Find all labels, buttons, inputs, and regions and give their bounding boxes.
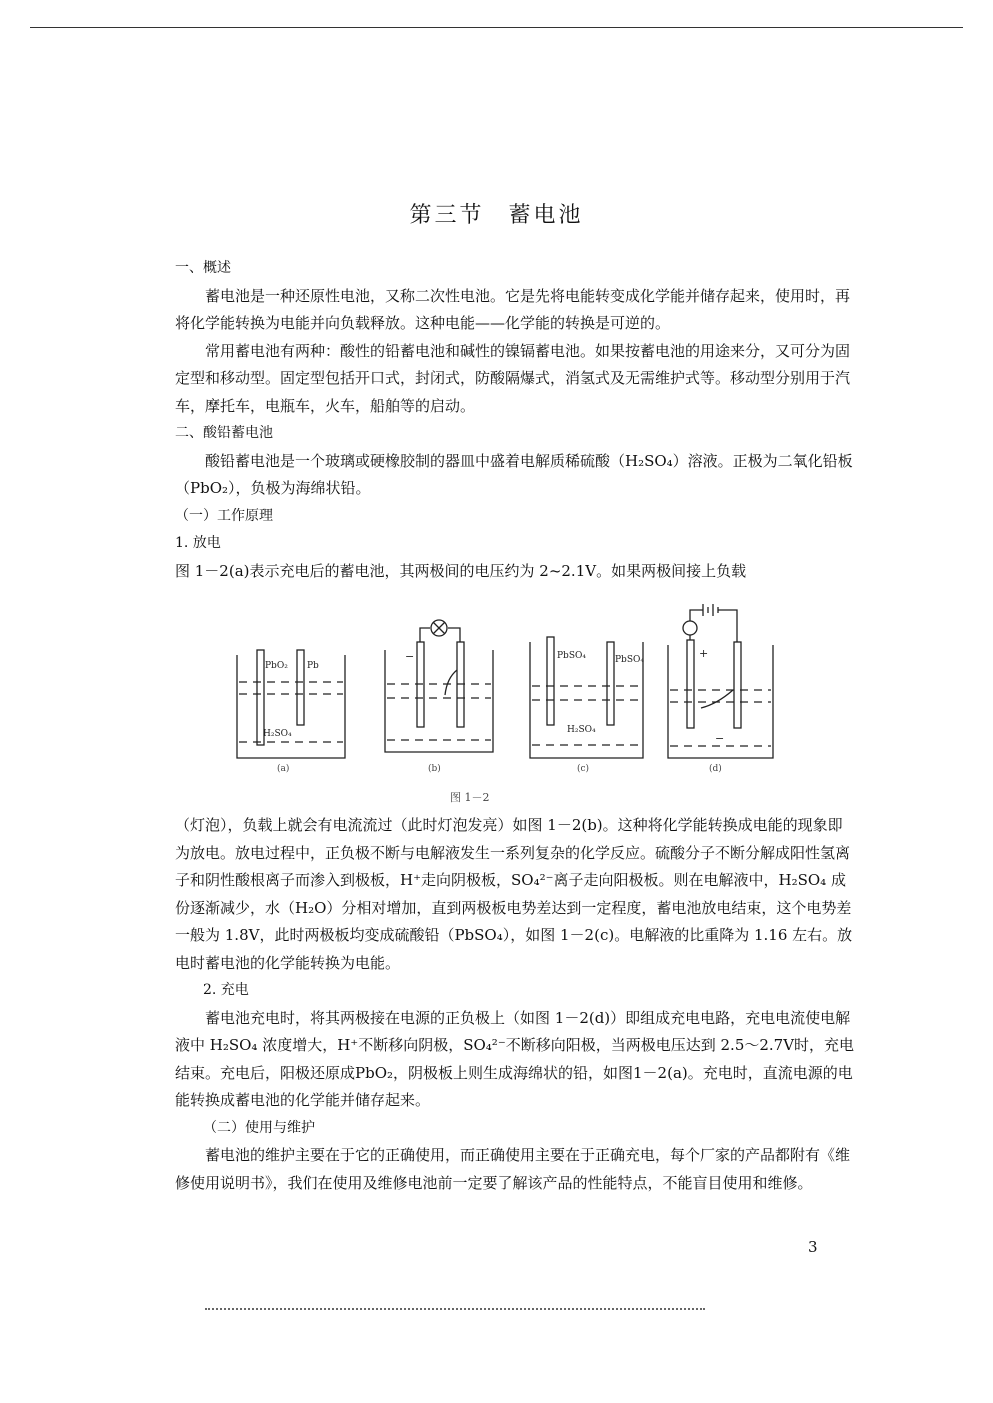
- wire-right-d: [718, 610, 737, 642]
- label-pbo2: PbO₂: [265, 661, 288, 671]
- panel-label-a: (a): [277, 764, 290, 774]
- subheading-maintenance: （二）使用与维护: [203, 1119, 315, 1136]
- sign-plus-d: +: [699, 647, 709, 660]
- paragraph-lead-acid: 酸铅蓄电池是一个玻璃或硬橡胶制的器皿中盛着电解质稀硫酸（H₂SO₄）溶液。正极为二氧化铅板（PbO₂），负极为海绵状铅。: [175, 451, 853, 497]
- section-title-number: 第三节: [409, 203, 485, 228]
- battery-figure: [225, 600, 785, 780]
- sign-minus-d: −: [715, 732, 725, 745]
- label-h2so4-a: H₂SO₄: [263, 729, 292, 739]
- current-arrow-b: [445, 670, 457, 695]
- text-block-upper: [175, 255, 857, 585]
- plate-negative-d: [734, 642, 741, 728]
- plate-pb-a: [297, 650, 304, 725]
- figure-caption: 图 1－2: [450, 791, 490, 804]
- label-pb: Pb: [307, 661, 319, 671]
- heading-lead-acid: 二、酸铅蓄电池: [175, 425, 273, 441]
- panel-b: [385, 620, 493, 774]
- lamp-cross-icon: [433, 622, 445, 634]
- panel-label-b: (b): [428, 764, 441, 774]
- panel-c: [530, 637, 644, 774]
- label-h2so4-c: H₂SO₄: [567, 725, 596, 735]
- wire-left-b: [420, 628, 430, 642]
- wire-left-d: [690, 610, 703, 621]
- panel-label-d: (d): [709, 764, 722, 774]
- paragraph-charge: 蓄电池充电时，将其两极接在电源的正负极上（如图 1－2(d)）即组成充电电路，充电电流使电解液中 H₂SO₄ 浓度增大，H⁺不断移向阴极，SO₄²⁻不断移向阳极，当两极电压达到 2.5～2.7V时，充电结束。充电后，阳极还原成PbO₂，阴极板上则生成海绵状的铅，如图1－2(a)。充电时，直流电源的电能转换成蓄电池的化学能并储存起来。: [175, 1008, 855, 1109]
- plate-right-c: [607, 642, 614, 725]
- wire-right-b: [448, 628, 460, 642]
- text-block-lower: [175, 812, 857, 1197]
- item-discharge: 1. 放电: [175, 535, 221, 551]
- paragraph-discharge-start: 图 1－2(a)表示充电后的蓄电池，其两极间的电压约为 2~2.1V。如果两极间接上负载: [175, 561, 747, 580]
- current-arrow-d: [701, 690, 733, 708]
- plate-positive-d: [687, 640, 694, 728]
- paragraph-discharge-cont: （灯泡），负载上就会有电流流过（此时灯泡发亮）如图 1－2(b)。这种将化学能转换成电能的现象即为放电。放电过程中，正负极不断与电解液发生一系列复杂的化学反应。硫酸分子不断分解成阳性氢离子和阴性酸根离子而渗入到极板，H⁺走向阴极板，SO₄²⁻离子走向阳极板。则在电解液中，H₂SO₄ 成份逐渐减少，水（H₂O）分相对增加，直到两极板电势差达到一定程度，蓄电池放电结束，这个电势差一般为 1.8V，此时两极板均变成硫酸铅（PbSO₄），如图 1－2(c)。电解液的比重降为 1.16 左右。放电时蓄电池的化学能转换为电能。: [175, 816, 853, 972]
- section-title: [0, 198, 993, 229]
- label-pbso4-right: PbSO₄: [615, 655, 644, 665]
- plate-left-c: [547, 637, 554, 725]
- bottom-rule: [205, 1308, 705, 1310]
- container-b: [385, 650, 493, 752]
- panel-a: [237, 650, 345, 774]
- panel-label-c: (c): [577, 764, 590, 774]
- sign-minus-b: −: [405, 650, 415, 663]
- section-title-name: 蓄电池: [508, 203, 584, 228]
- battery-source-icon: [703, 604, 718, 616]
- panel-d: [668, 604, 773, 774]
- paragraph-maintenance: 蓄电池的维护主要在于它的正确使用，而正确使用主要在于正确充电，每个厂家的产品都附有《维修使用说明书》，我们在使用及维修电池前一定要了解该产品的性能特点，不能盲目使用和维修。: [175, 1146, 851, 1192]
- meter-icon: [683, 621, 697, 635]
- label-pbso4-left: PbSO₄: [557, 651, 586, 661]
- heading-overview: 一、概述: [175, 260, 231, 276]
- subheading-principle: （一）工作原理: [175, 507, 273, 524]
- top-rule: [30, 27, 963, 28]
- paragraph-overview-1: 蓄电池是一种还原性电池，又称二次性电池。它是先将电能转变成化学能并储存起来，使用时，再将化学能转换为电能并向负载释放。这种电能——化学能的转换是可逆的。: [175, 286, 851, 332]
- paragraph-overview-2: 常用蓄电池有两种：酸性的铅蓄电池和碱性的镍镉蓄电池。如果按蓄电池的用途来分，又可分为固定型和移动型。固定型包括开口式，封闭式，防酸隔爆式，消氢式及无需维护式等。移动型分别用于汽车，摩托车，电瓶车，火车，船舶等的启动。: [175, 341, 851, 415]
- page-number: 3: [808, 1238, 818, 1256]
- item-charge: 2. 充电: [203, 982, 249, 998]
